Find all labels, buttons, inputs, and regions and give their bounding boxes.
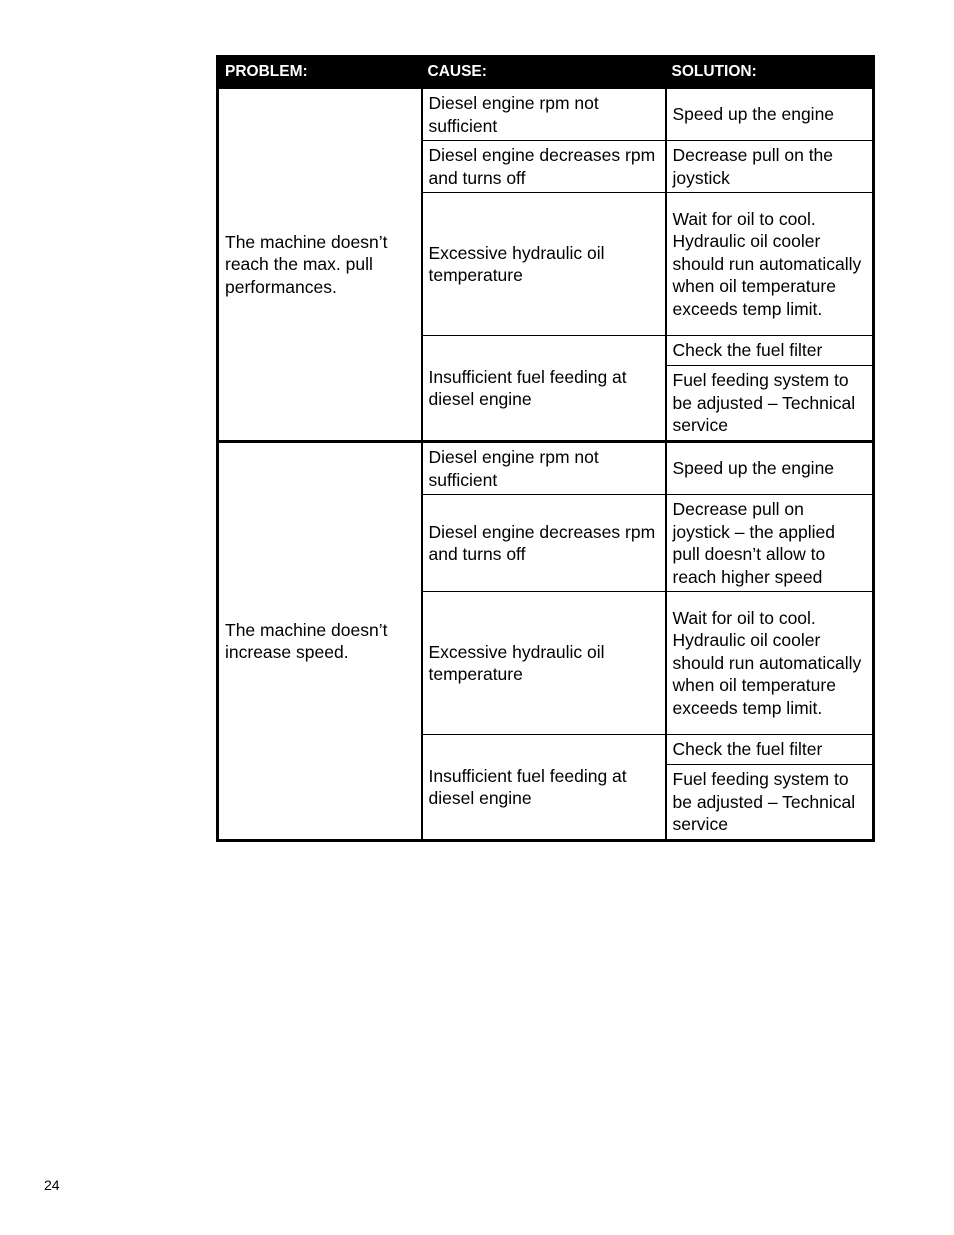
cause-cell: Diesel engine rpm not sufficient	[422, 88, 666, 141]
cause-cell: Diesel engine rpm not sufficient	[422, 442, 666, 495]
cause-cell: Diesel engine decreases rpm and turns off	[422, 495, 666, 592]
cause-cell: Insufficient fuel feeding at diesel engine	[422, 735, 666, 841]
solution-cell: Fuel feeding system to be adjusted – Technical service	[666, 366, 874, 442]
problem-cell: The machine doesn’t increase speed.	[218, 442, 422, 841]
solution-cell: Speed up the engine	[666, 88, 874, 141]
table-row	[218, 442, 874, 495]
header-cause: CAUSE:	[422, 57, 666, 88]
cause-cell: Excessive hydraulic oil temperature	[422, 592, 666, 735]
problem-cell: The machine doesn’t reach the max. pull performances.	[218, 88, 422, 442]
solution-cell: Decrease pull on joystick – the applied pull doesn’t allow to reach higher speed	[666, 495, 874, 592]
header-row	[218, 57, 874, 88]
solution-cell: Check the fuel filter	[666, 735, 874, 765]
solution-cell: Wait for oil to cool. Hydraulic oil cooler should run automatically when oil temperature exceeds temp limit.	[666, 193, 874, 336]
solution-cell: Decrease pull on the joystick	[666, 141, 874, 193]
header-problem: PROBLEM:	[218, 57, 422, 88]
cause-cell: Diesel engine decreases rpm and turns off	[422, 141, 666, 193]
troubleshooting-table	[216, 55, 875, 842]
solution-cell: Speed up the engine	[666, 442, 874, 495]
page-number: 24	[44, 1177, 60, 1193]
cause-cell: Excessive hydraulic oil temperature	[422, 193, 666, 336]
solution-cell: Wait for oil to cool. Hydraulic oil cooler should run automatically when oil temperature exceeds temp limit.	[666, 592, 874, 735]
solution-cell: Check the fuel filter	[666, 336, 874, 366]
header-solution: SOLUTION:	[666, 57, 874, 88]
table-row	[218, 88, 874, 141]
solution-cell: Fuel feeding system to be adjusted – Technical service	[666, 765, 874, 841]
cause-cell: Insufficient fuel feeding at diesel engine	[422, 336, 666, 442]
